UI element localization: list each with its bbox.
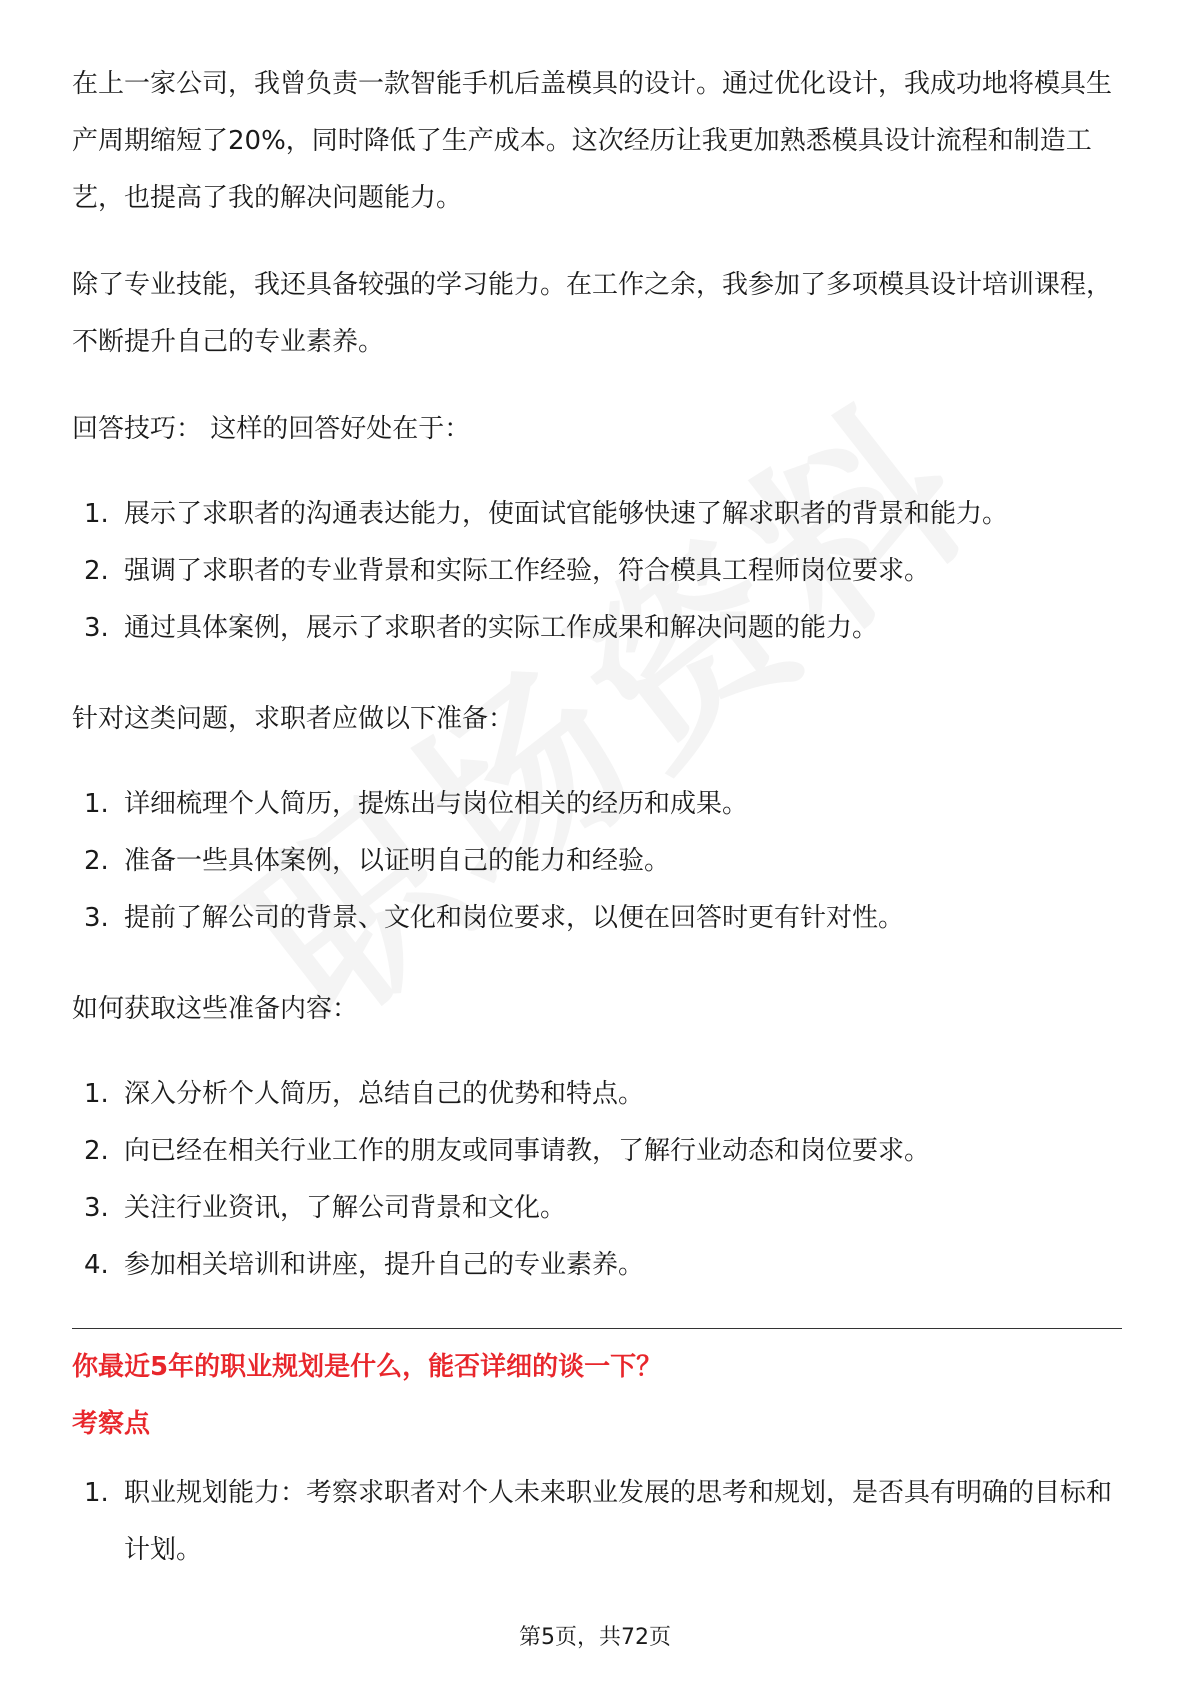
list-item-text: 通过具体案例，展示了求职者的实际工作成果和解决问题的能力。 [124, 613, 879, 643]
answer-paragraph-1: 在上一家公司，我曾负责一款智能手机后盖模具的设计。通过优化设计，我成功地将模具生产周期缩短了20%，同时降低了生产成本。这次经历让我更加熟悉模具设计流程和制造工艺，也提高了我的解决问题能力。 [72, 69, 1113, 213]
question-title: 你最近5年的职业规划是什么，能否详细的谈一下？ [72, 1352, 663, 1382]
list-item-number: 4. [84, 1250, 109, 1280]
list-item [72, 1123, 1122, 1180]
list-item [72, 486, 1122, 543]
list-item-text: 提前了解公司的背景、文化和岗位要求，以便在回答时更有针对性。 [124, 903, 905, 933]
tips-list [72, 486, 1122, 657]
list-item-number: 1. [84, 1478, 109, 1508]
prep-list [72, 776, 1122, 947]
list-item-text: 深入分析个人简历，总结自己的优势和特点。 [124, 1079, 645, 1109]
list-item-text: 准备一些具体案例，以证明自己的能力和经验。 [124, 846, 671, 876]
list-item [72, 1237, 1122, 1294]
list-item [72, 890, 1122, 947]
section-heading: 考察点 [72, 1409, 151, 1439]
list-item-number: 1. [84, 1079, 109, 1109]
list-item [72, 543, 1122, 600]
list-item-number: 3. [84, 613, 109, 643]
list-item-text: 职业规划能力：考察求职者对个人未来职业发展的思考和规划，是否具有明确的目标和计划。 [124, 1478, 1113, 1565]
list-item-text: 详细梳理个人简历，提炼出与岗位相关的经历和成果。 [124, 789, 749, 819]
list-item-number: 2. [84, 556, 109, 586]
list-item [72, 833, 1122, 890]
tips-intro: 回答技巧： 这样的回答好处在于： [72, 414, 471, 444]
list-item-text: 展示了求职者的沟通表达能力，使面试官能够快速了解求职者的背景和能力。 [124, 499, 1009, 529]
list-item-text: 关注行业资讯，了解公司背景和文化。 [124, 1193, 567, 1223]
section-divider [72, 1328, 1122, 1329]
obtain-list [72, 1066, 1122, 1294]
assessment-points-list [72, 1465, 1122, 1579]
list-item [72, 1465, 1122, 1579]
list-item-number: 1. [84, 499, 109, 529]
list-item-number: 3. [84, 903, 109, 933]
list-item-number: 2. [84, 1136, 109, 1166]
obtain-intro: 如何获取这些准备内容： [72, 994, 359, 1024]
list-item-number: 1. [84, 789, 109, 819]
list-item [72, 1066, 1122, 1123]
page-number: 第5页，共72页 [519, 1625, 671, 1650]
page-content [72, 56, 1122, 1613]
list-item-text: 向已经在相关行业工作的朋友或同事请教，了解行业动态和岗位要求。 [124, 1136, 931, 1166]
list-item-text: 强调了求职者的专业背景和实际工作经验，符合模具工程师岗位要求。 [124, 556, 931, 586]
list-item-number: 2. [84, 846, 109, 876]
list-item [72, 1180, 1122, 1237]
prep-intro: 针对这类问题，求职者应做以下准备： [72, 704, 515, 734]
answer-paragraph-2: 除了专业技能，我还具备较强的学习能力。在工作之余，我参加了多项模具设计培训课程，不断提升自己的专业素养。 [72, 270, 1113, 357]
list-item-number: 3. [84, 1193, 109, 1223]
list-item-text: 参加相关培训和讲座，提升自己的专业素养。 [124, 1250, 645, 1280]
list-item [72, 776, 1122, 833]
list-item [72, 600, 1122, 657]
